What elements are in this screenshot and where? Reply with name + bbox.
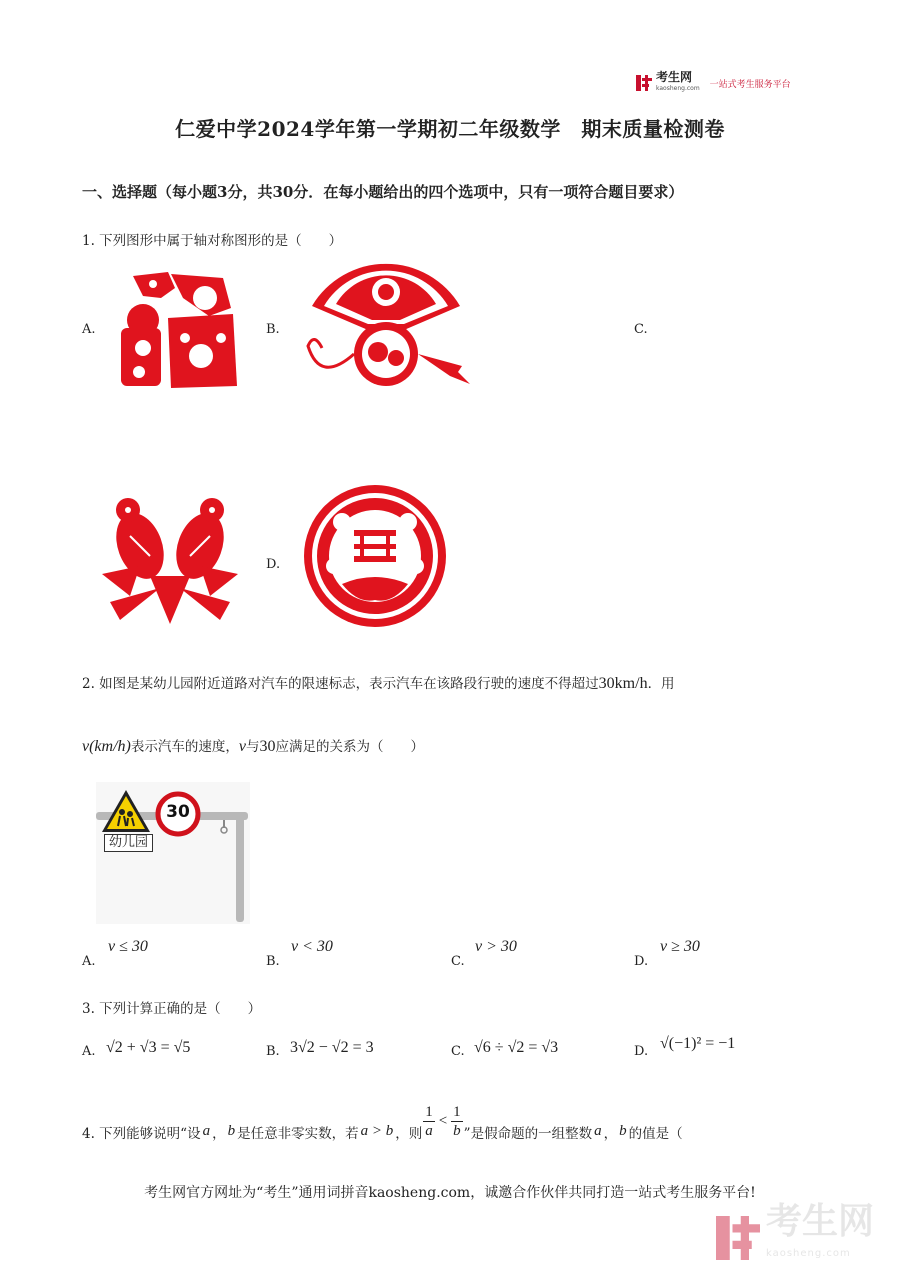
q3-option-c-label: C. <box>451 1044 465 1059</box>
speed-limit-sign-image <box>96 782 250 924</box>
q4-stem-part2: 是任意非零实数，若 <box>237 1125 359 1142</box>
q2-option-c-expr: v > 30 <box>475 938 517 955</box>
q2-v: v <box>238 738 246 755</box>
logo-slogan: 一站式考生服务平台 <box>709 79 791 90</box>
q4-stem-part1: 4. 下列能够说明“设 <box>82 1125 201 1142</box>
q4-fraction-left <box>423 1103 435 1140</box>
q4-stem <box>82 1104 683 1150</box>
q2-option-d-label: D. <box>634 954 649 969</box>
q3-option-d-label: D. <box>634 1044 649 1059</box>
q4-frac-den-a: a <box>425 1123 433 1139</box>
q2-stem-line2 <box>82 735 424 756</box>
q4-stem-part3: ，则 <box>395 1125 423 1142</box>
q4-var-a-2: a <box>594 1123 602 1139</box>
q4-comma-2: ， <box>603 1125 618 1142</box>
q2-option-d-expr: v ≥ 30 <box>660 938 700 955</box>
q1-option-c-label: C. <box>634 322 648 337</box>
q1-stem: 1. 下列图形中属于轴对称图形的是（ ） <box>82 233 343 249</box>
q2-stem-part5: 应满足的关系为（ ） <box>275 739 424 755</box>
q2-option-b-label: B. <box>266 954 280 969</box>
q4-condition: a > b <box>360 1123 394 1139</box>
page-footer: 考生网官方网址为“考生”通用词拼音kaosheng.com，诚邀合作伙伴共同打造一站式考生服务平台! <box>144 1185 756 1201</box>
speed-sign-number: 30 <box>166 802 190 822</box>
q1-option-b-label: B. <box>266 322 280 337</box>
kindergarten-label: 幼儿园 <box>104 834 153 852</box>
q2-option-c-label: C. <box>451 954 465 969</box>
q4-stem-part4: ”是假命题的一组整数 <box>463 1125 593 1142</box>
q2-stem-part2: ．用 <box>647 676 675 692</box>
q2-stem-part4: 与 <box>245 739 260 755</box>
logo-sub: kaosheng.com <box>656 85 700 92</box>
watermark-text: 考生网 <box>765 1201 874 1242</box>
q1-option-a-label: A. <box>82 322 96 337</box>
papercut-fan-image <box>300 262 472 388</box>
watermark-sub: kaosheng.com <box>765 1248 851 1259</box>
q2-stem-part1: 2. 如图是某幼儿园附近道路对汽车的限速标志，表示汽车在该路段行驶的速度不得超过 <box>82 676 599 692</box>
q3-stem: 3. 下列计算正确的是（ ） <box>82 1001 262 1017</box>
watermark-logo-icon <box>716 1216 760 1260</box>
q3-option-b-expr: 3√2 − √2 = 3 <box>290 1039 374 1056</box>
q2-stem-part3: 表示汽车的速度， <box>130 739 239 755</box>
q1-option-d-label: D. <box>266 557 281 572</box>
q2-speed: 30km/h <box>598 675 648 692</box>
q4-frac-num-right: 1 <box>453 1104 461 1120</box>
q4-less-than: < <box>438 1113 448 1129</box>
q3-option-c-expr: √6 ÷ √2 = √3 <box>474 1039 559 1056</box>
logo-name: 考生网 <box>656 70 693 84</box>
header-logo <box>636 72 791 94</box>
q4-stem-part5: 的值是（ <box>628 1125 683 1142</box>
q2-option-b-expr: v < 30 <box>291 938 333 955</box>
q4-comma: ， <box>212 1125 226 1142</box>
q4-frac-num-left: 1 <box>425 1104 433 1120</box>
q4-var-a: a <box>202 1123 211 1139</box>
q2-option-a-expr: v ≤ 30 <box>108 938 148 955</box>
kaosheng-logo-icon <box>636 75 652 91</box>
q3-option-a-label: A. <box>82 1044 96 1059</box>
section-heading: 一、选择题（每小题3分，共30分．在每小题给出的四个选项中，只有一项符合题目要求） <box>82 183 684 201</box>
q2-stem-line1 <box>82 672 675 693</box>
papercut-double-happiness-image <box>302 484 448 628</box>
papercut-birds-image <box>100 492 240 624</box>
q4-fraction-right <box>451 1103 463 1140</box>
q3-option-a-expr: √2 + √3 = √5 <box>106 1039 191 1056</box>
watermark <box>716 1201 874 1270</box>
q2-30: 30 <box>259 738 276 755</box>
q4-frac-den-b: b <box>453 1123 461 1139</box>
q4-var-b-2: b <box>619 1123 627 1139</box>
q3-option-b-label: B. <box>266 1044 280 1059</box>
page-title: 仁爱中学2024学年第一学期初二年级数学 期末质量检测卷 <box>175 117 725 141</box>
q4-var-b: b <box>227 1123 236 1139</box>
q2-option-a-label: A. <box>82 954 96 969</box>
q3-option-d-expr: √(−1)² = −1 <box>660 1035 736 1052</box>
papercut-fortune-image <box>113 268 238 392</box>
q2-var-expr: v(km/h) <box>82 738 131 755</box>
